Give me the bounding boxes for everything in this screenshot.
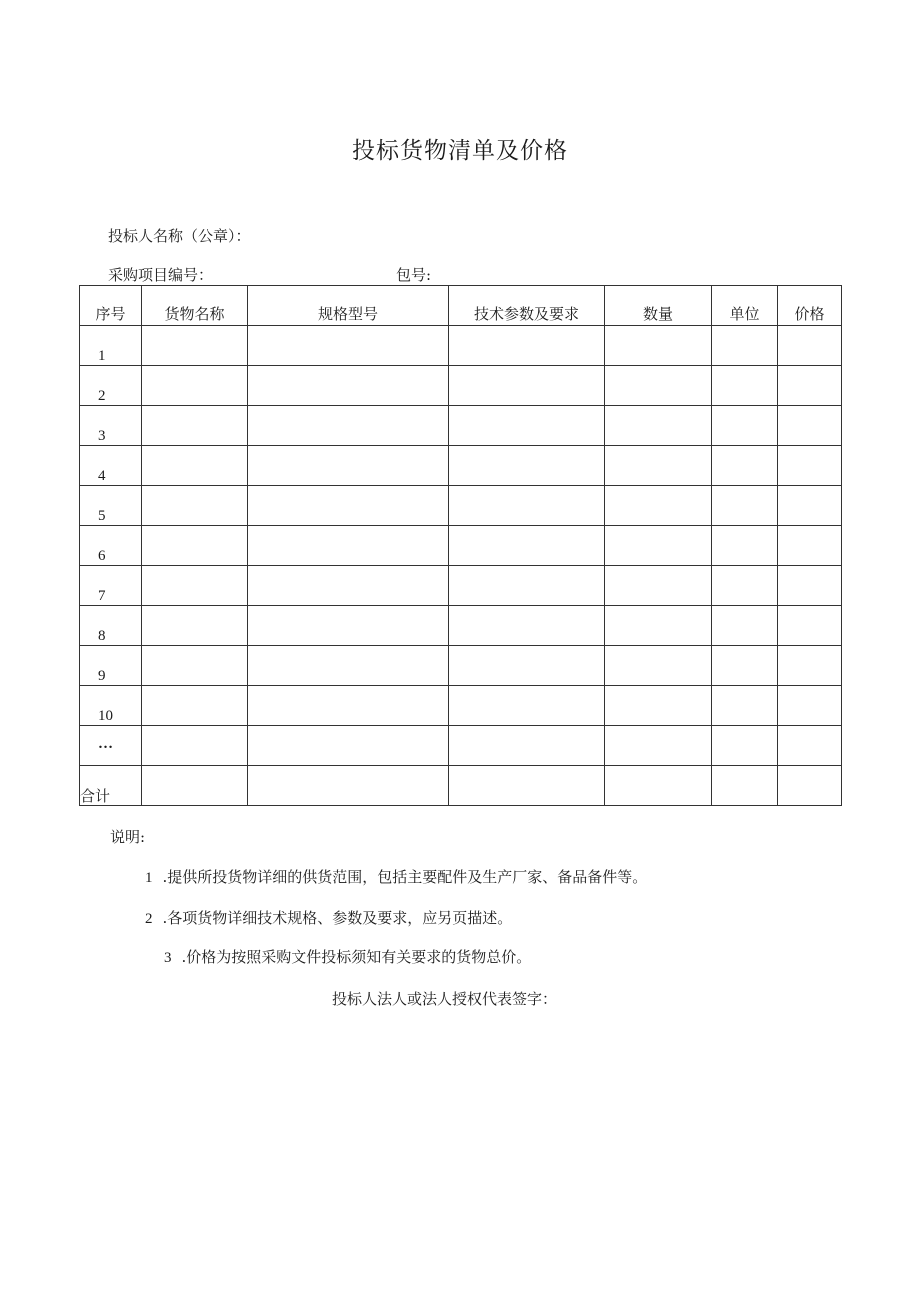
quantity-cell — [605, 726, 712, 766]
goods-name-cell — [142, 766, 248, 806]
table-row — [80, 606, 842, 646]
price-cell — [778, 606, 842, 646]
note-item — [145, 907, 512, 928]
spec-model-cell — [248, 486, 449, 526]
table-row — [80, 646, 842, 686]
row-seq: 10 — [80, 686, 142, 726]
row-seq: 7 — [80, 566, 142, 606]
price-cell — [778, 406, 842, 446]
unit-cell — [712, 366, 778, 406]
note-number: 2 — [145, 911, 153, 927]
header-quantity: 数量 — [605, 286, 712, 326]
unit-cell — [712, 566, 778, 606]
price-cell — [778, 366, 842, 406]
table-total-row — [80, 766, 842, 806]
header-spec-model: 规格型号 — [248, 286, 449, 326]
goods-name-cell — [142, 686, 248, 726]
note-text: .各项货物详细技术规格、参数及要求，应另页描述。 — [162, 909, 513, 927]
price-cell — [778, 526, 842, 566]
price-cell — [778, 566, 842, 606]
spec-model-cell — [248, 726, 449, 766]
tech-params-cell — [449, 646, 605, 686]
quantity-cell — [605, 326, 712, 366]
row-seq: 9 — [80, 646, 142, 686]
header-tech-params: 技术参数及要求 — [449, 286, 605, 326]
goods-name-cell — [142, 726, 248, 766]
quantity-cell — [605, 566, 712, 606]
unit-cell — [712, 686, 778, 726]
spec-model-cell — [248, 566, 449, 606]
quantity-cell — [605, 766, 712, 806]
goods-name-cell — [142, 526, 248, 566]
unit-cell — [712, 766, 778, 806]
tech-params-cell — [449, 566, 605, 606]
spec-model-cell — [248, 526, 449, 566]
unit-cell — [712, 646, 778, 686]
quantity-cell — [605, 486, 712, 526]
header-goods-name: 货物名称 — [142, 286, 248, 326]
table-row — [80, 406, 842, 446]
goods-name-cell — [142, 446, 248, 486]
price-cell — [778, 646, 842, 686]
row-seq: 3 — [80, 406, 142, 446]
tech-params-cell — [449, 446, 605, 486]
table-row — [80, 566, 842, 606]
notes-heading: 说明: — [110, 828, 146, 846]
header-seq: 序号 — [80, 286, 142, 326]
row-seq: 6 — [80, 526, 142, 566]
price-cell — [778, 446, 842, 486]
tech-params-cell — [449, 686, 605, 726]
note-text: .价格为按照采购文件投标须知有关要求的货物总价。 — [181, 948, 532, 966]
row-seq: 4 — [80, 446, 142, 486]
row-seq: 2 — [80, 366, 142, 406]
quantity-cell — [605, 646, 712, 686]
quantity-cell — [605, 366, 712, 406]
unit-cell — [712, 446, 778, 486]
spec-model-cell — [248, 326, 449, 366]
unit-cell — [712, 406, 778, 446]
unit-cell — [712, 726, 778, 766]
spec-model-cell — [248, 446, 449, 486]
row-seq: 5 — [80, 486, 142, 526]
quantity-cell — [605, 686, 712, 726]
unit-cell — [712, 486, 778, 526]
goods-name-cell — [142, 566, 248, 606]
header-price: 价格 — [778, 286, 842, 326]
note-number: 1 — [145, 870, 153, 886]
unit-cell — [712, 326, 778, 366]
tech-params-cell — [449, 606, 605, 646]
unit-cell — [712, 526, 778, 566]
spec-model-cell — [248, 606, 449, 646]
goods-name-cell — [142, 406, 248, 446]
unit-cell — [712, 606, 778, 646]
table-row — [80, 726, 842, 766]
goods-price-table — [79, 285, 842, 806]
price-cell — [778, 726, 842, 766]
goods-name-cell — [142, 646, 248, 686]
quantity-cell — [605, 446, 712, 486]
signature-label: 投标人法人或法人授权代表签字： — [332, 990, 558, 1008]
bidder-name-label: 投标人名称（公章）： — [108, 227, 251, 245]
goods-name-cell — [142, 486, 248, 526]
tech-params-cell — [449, 486, 605, 526]
spec-model-cell — [248, 686, 449, 726]
spec-model-cell — [248, 646, 449, 686]
tech-params-cell — [449, 766, 605, 806]
goods-name-cell — [142, 606, 248, 646]
spec-model-cell — [248, 766, 449, 806]
row-total-label: 合计 — [80, 766, 142, 806]
table-header-row — [80, 286, 842, 326]
note-text: .提供所投货物详细的供货范围，包括主要配件及生产厂家、备品备件等。 — [162, 868, 648, 886]
tech-params-cell — [449, 726, 605, 766]
tech-params-cell — [449, 526, 605, 566]
tech-params-cell — [449, 406, 605, 446]
note-number: 3 — [164, 950, 172, 966]
table-row — [80, 686, 842, 726]
goods-name-cell — [142, 366, 248, 406]
row-seq: 8 — [80, 606, 142, 646]
price-cell — [778, 686, 842, 726]
table-row — [80, 486, 842, 526]
note-item — [145, 866, 647, 887]
quantity-cell — [605, 606, 712, 646]
page-title: 投标货物清单及价格 — [352, 138, 568, 164]
goods-name-cell — [142, 326, 248, 366]
table-row — [80, 446, 842, 486]
table-row — [80, 326, 842, 366]
package-number-label: 包号: — [396, 266, 432, 284]
quantity-cell — [605, 406, 712, 446]
note-item — [164, 946, 531, 967]
tech-params-cell — [449, 366, 605, 406]
table-row — [80, 526, 842, 566]
price-cell — [778, 766, 842, 806]
row-seq-ellipsis: … — [80, 726, 142, 766]
table-row — [80, 366, 842, 406]
spec-model-cell — [248, 366, 449, 406]
project-number-label: 采购项目编号： — [108, 266, 214, 284]
spec-model-cell — [248, 406, 449, 446]
row-seq: 1 — [80, 326, 142, 366]
header-unit: 单位 — [712, 286, 778, 326]
price-cell — [778, 326, 842, 366]
tech-params-cell — [449, 326, 605, 366]
price-cell — [778, 486, 842, 526]
quantity-cell — [605, 526, 712, 566]
